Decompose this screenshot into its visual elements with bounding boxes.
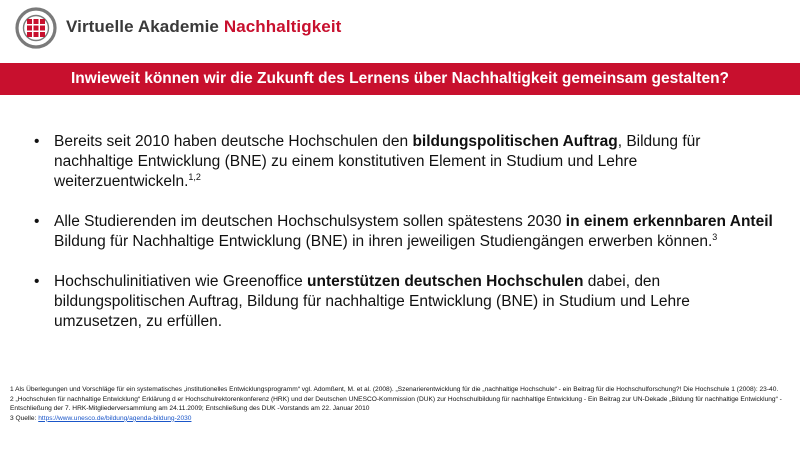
bullet-item-1 <box>34 132 774 192</box>
bullet-item-2 <box>34 212 774 252</box>
bullet-emphasis: bildungspolitischen Auftrag <box>412 133 618 150</box>
footnote-ref: 3 <box>712 231 718 242</box>
globe-grid-logo-icon <box>14 6 58 50</box>
bullet-text: Alle Studierenden im deutschen Hochschulsystem sollen spätestens 2030 <box>54 213 566 230</box>
bullet-text: Bildung für Nachhaltige Entwicklung (BNE) in ihren jeweiligen Studiengängen erwerben können. <box>54 233 713 250</box>
source-link[interactable]: https://www.unesco.de/bildung/agenda-bildung-2030 <box>38 414 192 422</box>
brand-prefix: Virtuelle Akademie <box>66 17 219 36</box>
bullet-text: , Bildung für nachhaltige Entwicklung (BNE) zu einem konstitutiven Element in Studium und Lehre weiterzuentwickeln. <box>54 133 701 190</box>
bullet-list <box>34 132 774 332</box>
footnotes <box>10 385 794 423</box>
bullet-text: dabei, den bildungspolitischen Auftrag, Bildung für nachhaltige Entwicklung (BNE) in Studium und Lehre umzusetzen, zu erfüllen. <box>54 273 690 330</box>
bullet-marker: • <box>34 273 40 290</box>
banner-title: Inwieweit können wir die Zukunft des Lernens über Nachhaltigkeit gemeinsam gestalten? <box>70 70 730 87</box>
bullet-emphasis: in einem erkennbaren Anteil <box>565 213 773 230</box>
bullet-marker: • <box>34 133 40 150</box>
brand-accent: Nachhaltigkeit <box>223 17 342 36</box>
footnote-1: 1 Als Überlegungen und Vorschläge für ein systematisches „institutionelles Entwicklungsprogramm“ vgl. Adomßent, M. et al. (2008). „Szenarierentwicklung für die „nachhaltige Hochschule“ - ein Beitrag für die Hochschulforschung?! Die Hochschule 1 (2008): 23-40. <box>10 386 779 393</box>
footnote-3 <box>10 414 794 424</box>
footnote-3-label: 3 Quelle: <box>10 414 39 422</box>
bullet-text: Hochschulinitiativen wie Greenoffice <box>54 273 308 290</box>
bullet-emphasis: unterstützen deutschen Hochschulen <box>307 273 584 290</box>
bullet-item-3 <box>34 272 774 332</box>
title-banner <box>0 63 800 95</box>
bullet-text: Bereits seit 2010 haben deutsche Hochschulen den <box>54 133 413 150</box>
footnote-ref: 1,2 <box>188 171 201 182</box>
bullet-marker: • <box>34 213 40 230</box>
brand-name <box>66 17 341 37</box>
footnote-2: 2 „Hochschulen für nachhaltige Entwicklung“ Erklärung d er Hochschulrektorenkonferenz (HRK) und der Deutschen UNESCO-Kommission (DUK) zur Hochschulbildung für nachhaltige Entwicklung - Ein Beitrag zur UN-Dekade „Bildung für nachhaltige Entwicklung“ - Entschließung der 7. HRK-Mitgliederversammlung am 24.11.2009; Entschließung des DUK -Vorstands am 22. Januar 2010 <box>10 395 782 413</box>
